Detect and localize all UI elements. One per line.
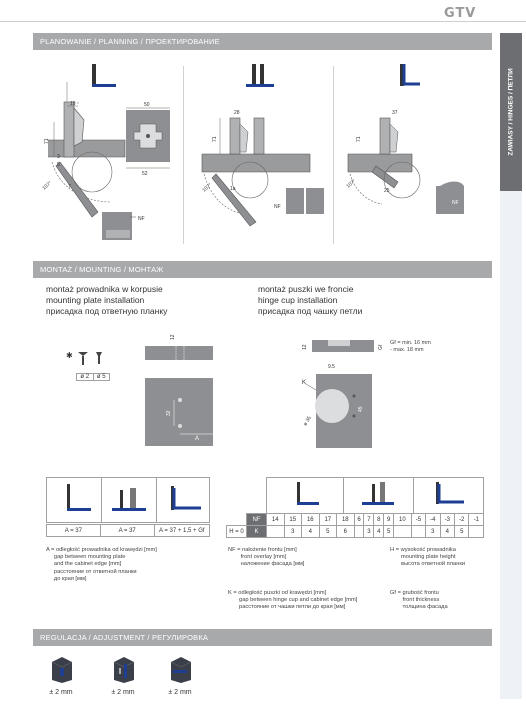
dim-left: 71 [212,136,218,142]
dim-k: K [302,380,307,386]
screw-size: ø 2 [77,374,94,381]
k-cell: 5 [455,526,469,538]
dim-left: 71 [356,136,362,142]
nf-cell: 7 [364,514,374,526]
cup-dim: 45 [358,406,364,412]
adjustment-item-height [108,654,138,696]
section-planning-header: PLANOWANIE / PLANNING / ПРОЕКТИРОВАНИЕ [33,33,492,50]
text-line: montaż puszki we froncie [258,284,354,294]
star-icon: ✱ [66,351,73,360]
icon-inset [157,478,211,522]
cube-depth-icon [48,654,74,684]
text-line: montaż prowadnika w korpusie [46,284,163,294]
dim-d2: 5 [57,162,60,168]
gf-note-line: Gf = min. 16 mm [390,340,431,346]
nf-cell: 6 [354,514,364,526]
side-tab-label: ZAWIASY / HINGES / ПЕТЛИ [507,68,515,156]
nf-cell: 18 [337,514,355,526]
adjustment-item-depth [46,654,76,696]
text-line: mounting plate installation [46,295,145,305]
hinge-cup-text [258,284,362,317]
k-cell: 4 [302,526,320,538]
side-tab [500,33,522,191]
nf-cell: 16 [302,514,320,526]
a-value-cell: A = 37 [47,525,101,537]
note-gf: Gf = grubość frontu front thickness толщина фасада [390,590,448,611]
angle-label: 107° [345,178,358,190]
plate-dim-bottom: 52 [142,171,148,177]
k-cell [267,526,285,538]
dim-top: 37 [392,110,398,116]
icon-full-overlay [267,478,344,513]
cup-dim: Gf [378,344,384,350]
adjustment-value: ± 2 mm [168,689,192,696]
a-value-cell: A = 37 [100,525,154,537]
nf-label: NF [274,204,281,210]
a-distance-table [46,477,210,539]
hinge-cup-drilling [292,332,392,452]
cup-dim: 12 [302,344,308,350]
dim-h: 1a [230,186,236,192]
plate-dim: 12 [170,334,176,340]
detail-inset [274,188,324,214]
nf-cell: 14 [267,514,285,526]
text-line: hinge cup installation [258,295,338,305]
nf-header: NF [247,514,267,526]
hinge-type-icon-half-overlay [246,64,274,87]
k-distance-table [226,477,484,538]
nf-label: NF [138,216,145,222]
k-cell [394,526,412,538]
h-label: H = 0 [227,526,247,538]
gf-range-note [390,340,431,354]
screw-icons [66,348,112,368]
gf-note-line: - max. 18 mm [390,347,424,353]
k-cell: 4 [440,526,454,538]
plate-dim-top: 50 [144,102,150,108]
a-value-cell: A = 37 + 1,5 + Gf [154,525,209,537]
k-cell: 6 [337,526,355,538]
nf-cell: -3 [440,514,454,526]
dowel-icon [96,352,102,364]
adjustment-value: ± 2 mm [49,689,73,696]
nf-cell: -1 [469,514,484,526]
k-header: K [247,526,267,538]
dim-bottom: 25 [384,188,390,194]
text-line: присадка под ответную планку [46,306,168,316]
dim-bottom: 7 [68,184,71,190]
k-cell [469,526,484,538]
note-h: H = wysokość prowadnika mounting plate height высота ответной планки [390,547,466,568]
mounting-plate-drilling [140,330,220,448]
nf-cell: -2 [455,514,469,526]
note-nf: NF = nałożenie frontu [mm] front overlay [mm] наложение фасада [мм] [228,547,305,568]
screw-icon [78,352,88,356]
angle-label: 107° [41,180,54,192]
dim-d1: 3 [57,154,60,160]
k-cell [354,526,364,538]
detail-inset [436,182,464,215]
nf-label: NF [452,200,459,206]
k-cell: 3 [364,526,374,538]
cube-side-icon [167,654,193,684]
note-k: K = odległość puszki od krawędzi [mm] gap between hinge cup and cabinet edge [mm] расстояние от чашки петли до края [мм] [228,590,358,611]
side-stripe [500,191,522,699]
nf-cell: 15 [284,514,302,526]
nf-cell: 9 [384,514,394,526]
k-cell: 5 [319,526,337,538]
screw-size: ø 5 [93,374,110,381]
brand-logo: GTV [444,6,477,21]
angle-label: 107° [201,182,214,194]
k-cell: 5 [384,526,394,538]
k-cell: 4 [374,526,384,538]
mounting-plate-top-view [120,98,180,178]
icon-half-overlay [344,478,414,513]
dim-left: 71 [44,138,50,144]
k-cell [411,526,425,538]
plate-dim: 32 [166,410,172,416]
icon-inset [414,478,483,513]
cube-height-icon [110,654,136,684]
note-a: A = odległość prowadnika od krawędzi [mm] gap between mounting plate and the cabinet edge [mm] расстояние от ответной планки до края [мм] [46,547,157,582]
nf-cell: -4 [426,514,440,526]
dim-top: 19 [70,101,76,107]
planning-diagram-half-overlay [190,62,330,247]
nf-cell: 17 [319,514,337,526]
planning-diagram-inset [340,62,492,247]
mounting-plate-text [46,284,167,317]
screw-specs [66,348,112,380]
section-adjustment-header: REGULACJA / ADJUSTMENT / РЕГУЛИРОВКА [33,629,492,646]
hinge-type-icon-full-overlay [92,64,116,87]
k-cell: 3 [426,526,440,538]
hinge-type-icon-inset [400,64,420,86]
section-mounting-header: MONTAŻ / MOUNTING / МОНТАЖ [33,261,492,278]
cup-dim: 9.5 [328,364,335,370]
icon-half-overlay [102,478,157,522]
dim-a: A [195,436,200,442]
cup-diameter: ø 35 [302,415,313,427]
nf-cell: 10 [394,514,412,526]
detail-inset [102,212,145,240]
adjustment-item-side [165,654,195,696]
nf-cell: 8 [374,514,384,526]
k-values-grid [226,513,484,538]
divider [183,66,184,244]
nf-cell: -5 [411,514,425,526]
header-rule [0,21,526,22]
divider [333,66,334,244]
icon-full-overlay [47,478,102,522]
text-line: присадка под чашку петли [258,306,363,316]
adjustment-value: ± 2 mm [111,689,135,696]
k-cell: 3 [284,526,302,538]
dim-top: 28 [234,110,240,116]
